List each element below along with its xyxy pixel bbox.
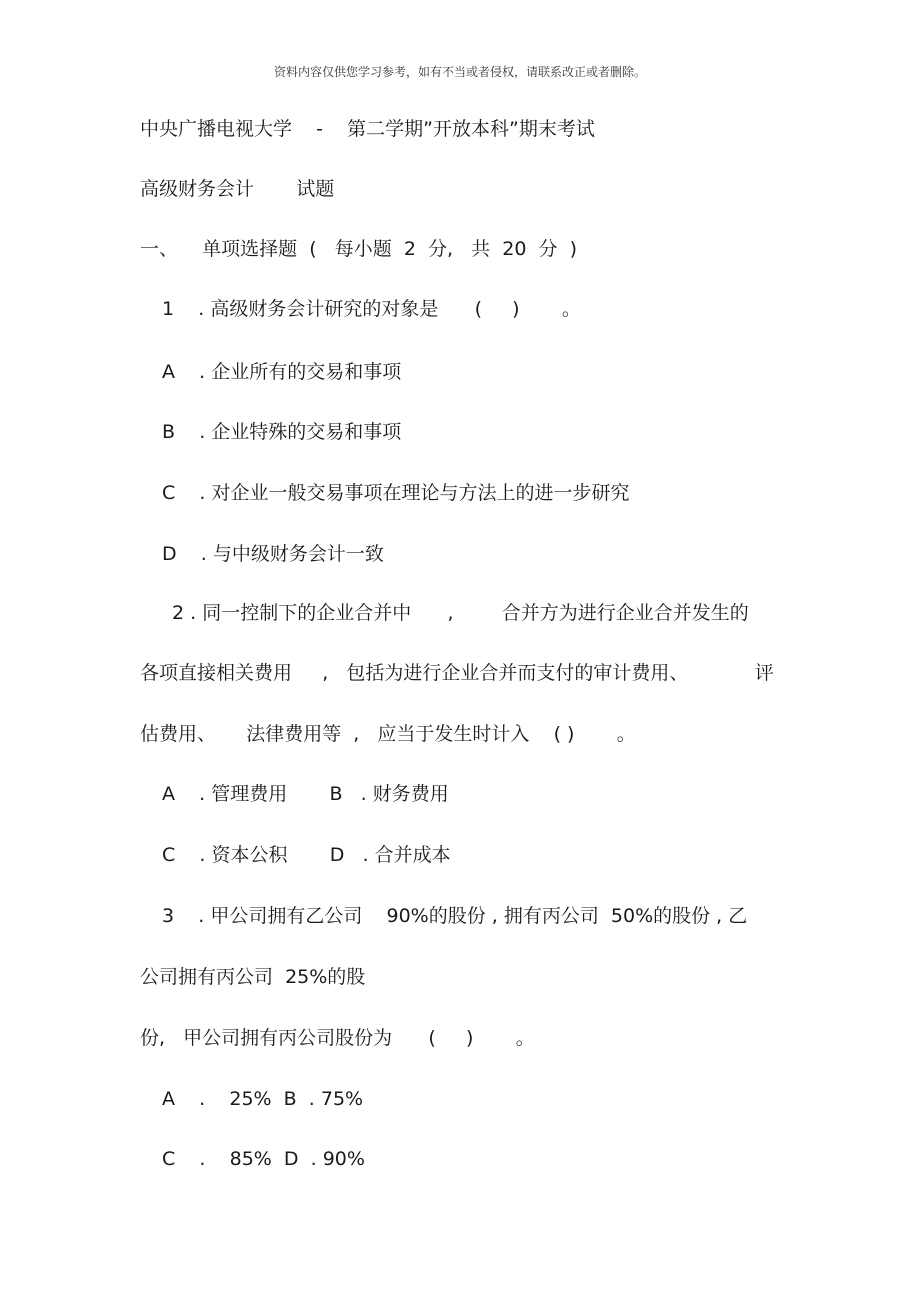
- question-3-stem-line-3: 份, 甲公司拥有丙公司股份为 ( ) 。: [140, 1027, 535, 1049]
- question-3-options-ab: A . 25% B . 75%: [162, 1088, 364, 1110]
- question-1-option-b: B . 企业特殊的交易和事项: [162, 421, 402, 443]
- question-3-stem-line-1: 3 . 甲公司拥有乙公司 90%的股份 , 拥有丙公司 50%的股份 , 乙: [162, 905, 748, 927]
- question-2-stem-line-1: 2 . 同一控制下的企业合并中 , 合并方为进行企业合并发生的: [172, 602, 749, 624]
- question-2-stem-line-3: 估费用、 法律费用等 , 应当于发生时计入 ( ) 。: [140, 723, 636, 745]
- question-3-options-cd: C . 85% D . 90%: [162, 1148, 365, 1170]
- exam-title: 中央广播电视大学 - 第二学期”开放本科”期末考试: [140, 118, 595, 140]
- header-note: 资料内容仅供您学习参考，如有不当或者侵权，请联系改正或者删除。: [273, 65, 646, 79]
- question-3-stem-line-2: 公司拥有丙公司 25%的股: [140, 966, 366, 988]
- subject-title: 高级财务会计 试题: [140, 178, 335, 200]
- question-1-stem: 1 . 高级财务会计研究的对象是 ( ) 。: [162, 298, 581, 320]
- section-heading: 一、 单项选择题 ( 每小题 2 分, 共 20 分 ): [140, 238, 578, 260]
- question-1-option-c: C . 对企业一般交易事项在理论与方法上的进一步研究: [162, 482, 630, 504]
- question-1-option-d: D . 与中级财务会计一致: [162, 543, 384, 565]
- question-2-options-ab: A . 管理费用 B . 财务费用: [162, 783, 449, 805]
- question-2-stem-line-2: 各项直接相关费用 , 包括为进行企业合并而支付的审计费用、 评: [140, 662, 774, 684]
- question-1-option-a: A . 企业所有的交易和事项: [162, 361, 402, 383]
- question-2-options-cd: C . 资本公积 D . 合并成本: [162, 844, 451, 866]
